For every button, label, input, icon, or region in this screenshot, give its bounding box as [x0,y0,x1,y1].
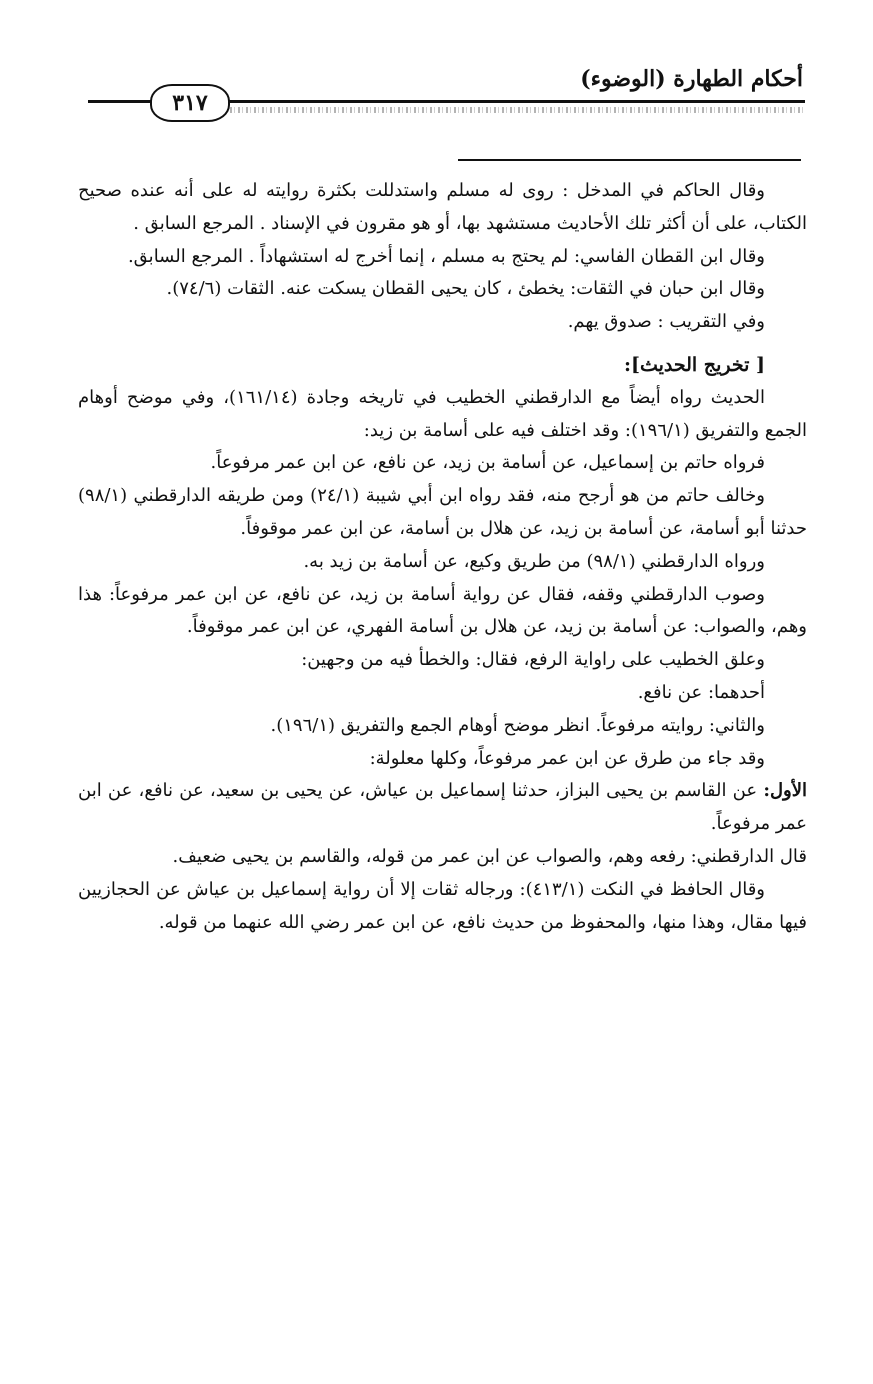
paragraph: والثاني: روايته مرفوعاً. انظر موضح أوهام الجمع والتفريق (١٩٦/١). [270,714,765,736]
page-number-badge [150,84,230,122]
footnote-separator [458,159,801,161]
paragraph: وقال ابن حبان في الثقات: يخطئ ، كان يحيى القطان يسكت عنه. الثقات (٧٤/٦). [166,278,765,300]
section-heading: [ تخريج الحديث]: [623,353,765,376]
paragraph: ورواه الدارقطني (٩٨/١) من طريق وكيع، عن أسامة بن زيد به. [303,550,765,572]
paragraph: وعلق الخطيب على راواية الرفع، فقال: والخطأ فيه من وجهين: [301,649,765,671]
paragraph: قال الدارقطني: رفعه وهم، والصواب عن ابن عمر من قوله، والقاسم بن يحيى ضعيف. [172,845,807,867]
paragraph: أحدهما: عن نافع. [637,681,765,703]
paragraph: وقال الحافظ في النكت (٤١٣/١): ورجاله ثقات إلا أن رواية إسماعيل بن عياش عن الحجازيين فيها مقال، وهذا منها، والمحفوظ من حديث نافع، عن ابن عمر رضي الله عنهما من قوله. [78,878,807,933]
header-rule-texture [230,107,803,113]
footnote-body [78,175,807,939]
paragraph [78,775,807,841]
paragraph: وقال ابن القطان الفاسي: لم يحتج به مسلم ، إنما أخرج له استشهاداً . المرجع السابق. [127,245,765,267]
paragraph: الحديث رواه أيضاً مع الدارقطني الخطيب في تاريخه وجادة (١٦١/١٤)، وفي موضح أوهام الجمع والتفريق (١٩٦/١): وقد اختلف فيه على أسامة بن زيد: [78,386,807,441]
paragraph: وقد جاء من طرق عن ابن عمر مرفوعاً، وكلها معلولة: [369,747,765,769]
paragraph: وصوب الدارقطني وقفه، فقال عن رواية أسامة بن زيد، عن نافع، عن ابن عمر مرفوعاً: هذا وهم، والصواب: عن أسامة بن زيد، عن هلال بن أسامة الفهري، عن ابن عمر موقوفاً. [78,583,807,638]
paragraph: وقال الحاكم في المدخل : روى له مسلم واستدللت بكثرة روايته له على أنه عنده صحيح الكتاب، على أن أكثر تلك الأحاديث مستشهد بها، أو هو مقرون في الإسناد . المرجع السابق . [78,180,807,234]
running-title: أحكام الطهارة (الوضوء) [580,66,803,92]
paragraph: وفي التقريب : صدوق يهم. [567,311,765,333]
paragraph: وخالف حاتم من هو أرجح منه، فقد رواه ابن أبي شيبة (٢٤/١) ومن طريقه الدارقطني (٩٨/١) حدثنا أبو أسامة، عن أسامة بن زيد، عن هلال بن أسامة، عن ابن عمر موقوفاً. [78,485,807,539]
paragraph-lead: الأول: [763,780,807,802]
paragraph: فرواه حاتم بن إسماعيل، عن أسامة بن زيد، عن نافع، عن ابن عمر مرفوعاً. [210,452,765,474]
page-number: ٣١٧ [172,90,208,116]
paragraph-text: عن القاسم بن يحيى البزاز، حدثنا إسماعيل بن عياش، عن يحيى بن سعيد، عن نافع، عن ابن عمر مرفوعاً. [78,780,807,835]
